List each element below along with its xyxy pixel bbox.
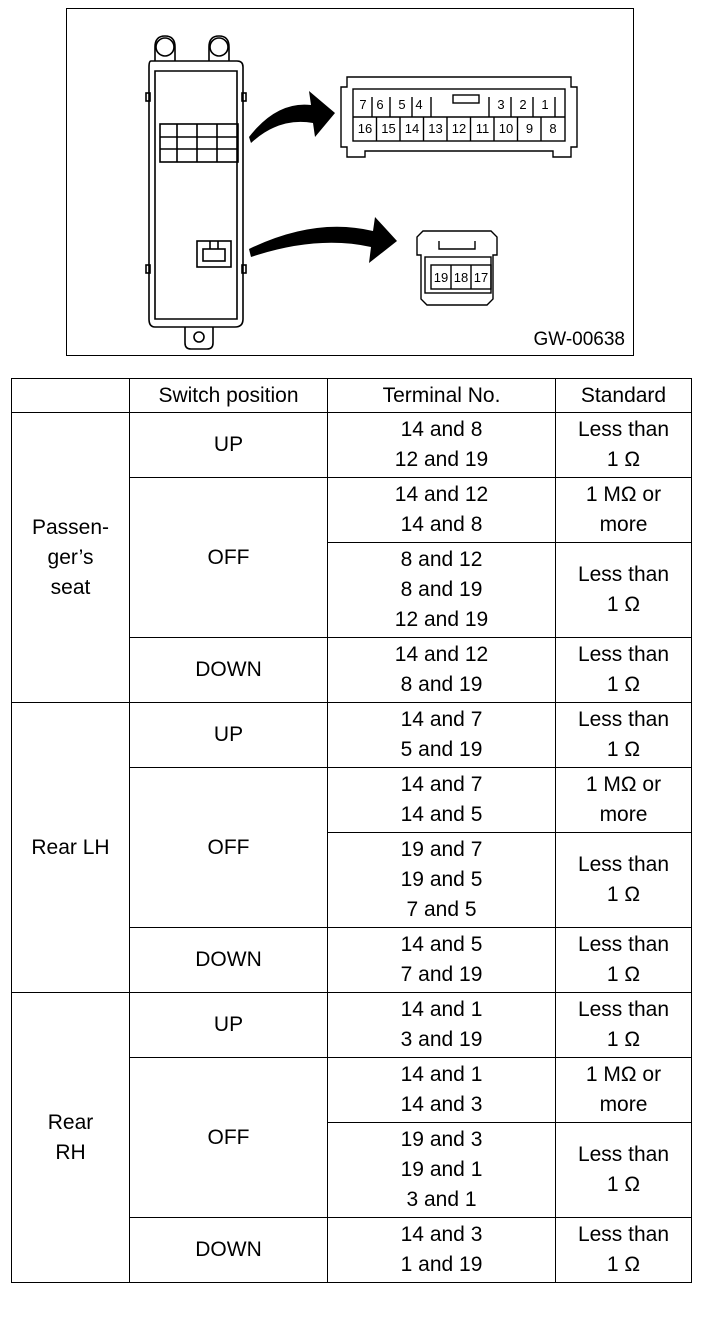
- switch-position-cell: UP: [130, 993, 328, 1058]
- terminal-line: 14 and 7: [400, 773, 483, 796]
- standard-line: more: [599, 513, 648, 536]
- standard-line: Less than: [577, 998, 670, 1021]
- switch-position-cell: DOWN: [130, 928, 328, 993]
- pin-label: 2: [519, 97, 527, 112]
- table-row: [12, 993, 692, 1058]
- standard-line: more: [599, 1093, 648, 1116]
- standard-line: Less than: [577, 933, 670, 956]
- standard-line: 1 MΩ or: [585, 1063, 662, 1086]
- pin-label: 9: [525, 121, 534, 136]
- terminal-line: 19 and 3: [400, 1128, 483, 1151]
- terminal-cell: [328, 768, 556, 833]
- seat-line: seat: [50, 575, 91, 599]
- standard-cell: [556, 543, 692, 638]
- terminal-line: 12 and 19: [394, 608, 489, 631]
- standard-line: 1 MΩ or: [585, 773, 662, 796]
- pin-label: 4: [415, 97, 423, 112]
- standard-cell: [556, 703, 692, 768]
- standard-line: more: [599, 803, 648, 826]
- standard-line: Less than: [577, 853, 670, 876]
- connector-a: [341, 77, 577, 157]
- terminal-line: 14 and 8: [400, 418, 483, 441]
- standard-line: 1 Ω: [606, 673, 641, 696]
- terminal-cell: [328, 478, 556, 543]
- terminal-cell: [328, 638, 556, 703]
- standard-cell: [556, 478, 692, 543]
- seat-line: RH: [55, 1140, 86, 1164]
- header-standard: Standard: [556, 379, 692, 413]
- terminal-cell: [328, 1123, 556, 1218]
- standard-line: 1 Ω: [606, 963, 641, 986]
- terminal-line: 19 and 1: [400, 1158, 483, 1181]
- standard-line: 1 Ω: [606, 1173, 641, 1196]
- terminal-cell: [328, 543, 556, 638]
- pin-label: 1: [541, 97, 549, 112]
- standard-line: 1 Ω: [606, 738, 641, 761]
- standard-line: 1 MΩ or: [585, 483, 662, 506]
- switch-position-cell: OFF: [130, 768, 328, 928]
- switch-position-cell: UP: [130, 413, 328, 478]
- standard-cell: [556, 1218, 692, 1283]
- terminal-cell: [328, 993, 556, 1058]
- standard-line: Less than: [577, 708, 670, 731]
- terminal-line: 14 and 3: [400, 1093, 483, 1116]
- standard-cell: [556, 833, 692, 928]
- terminal-line: 14 and 5: [400, 933, 483, 956]
- pin-label: 5: [398, 97, 406, 112]
- figure-code: GW-00638: [533, 329, 625, 350]
- pin-label: 15: [381, 121, 396, 136]
- header-terminal-no: Terminal No.: [328, 379, 556, 413]
- connector-b: [417, 231, 497, 305]
- inspection-table: [11, 378, 692, 1283]
- seat-line: Passen-: [31, 515, 110, 539]
- switch-connector-figure: [66, 8, 634, 356]
- terminal-line: 3 and 1: [406, 1188, 477, 1211]
- standard-cell: [556, 928, 692, 993]
- terminal-cell: [328, 413, 556, 478]
- standard-cell: [556, 413, 692, 478]
- terminal-line: 14 and 1: [400, 1063, 483, 1086]
- standard-line: Less than: [577, 643, 670, 666]
- terminal-line: 7 and 19: [400, 963, 483, 986]
- switch-diagram: [67, 9, 633, 355]
- standard-cell: [556, 993, 692, 1058]
- pin-label: 12: [451, 121, 467, 136]
- terminal-line: 14 and 5: [400, 803, 483, 826]
- terminal-line: 8 and 19: [400, 673, 483, 696]
- arrow-to-connector-a: [249, 91, 335, 143]
- switch-position-cell: DOWN: [130, 1218, 328, 1283]
- terminal-line: 8 and 19: [400, 578, 483, 601]
- standard-line: 1 Ω: [606, 1253, 641, 1276]
- standard-cell: [556, 638, 692, 703]
- pin-label: 7: [359, 97, 367, 112]
- pin-label: 19: [433, 270, 449, 285]
- terminal-line: 8 and 12: [400, 548, 483, 571]
- header-switch-position: Switch position: [130, 379, 328, 413]
- terminal-cell: [328, 928, 556, 993]
- terminal-cell: [328, 703, 556, 768]
- terminal-cell: [328, 1218, 556, 1283]
- standard-line: 1 Ω: [606, 593, 641, 616]
- pin-label: 18: [453, 270, 469, 285]
- terminal-cell: [328, 1058, 556, 1123]
- standard-cell: [556, 768, 692, 833]
- seat-line: Rear: [47, 1110, 94, 1134]
- seat-line: ger’s: [47, 545, 94, 569]
- terminal-line: 14 and 7: [400, 708, 483, 731]
- terminal-line: 12 and 19: [394, 448, 489, 471]
- seat-cell: [12, 703, 130, 993]
- pin-label: 17: [473, 270, 489, 285]
- standard-line: Less than: [577, 1143, 670, 1166]
- terminal-line: 1 and 19: [400, 1253, 483, 1276]
- terminal-line: 19 and 5: [400, 868, 483, 891]
- terminal-line: 14 and 1: [400, 998, 483, 1021]
- table-row: [12, 703, 692, 768]
- table-header-row: [12, 379, 692, 413]
- pin-label: 6: [376, 97, 384, 112]
- seat-line: Rear LH: [31, 835, 110, 859]
- pin-label: 3: [497, 97, 505, 112]
- pin-label: 13: [428, 121, 443, 136]
- pin-label: 8: [549, 121, 557, 136]
- standard-line: Less than: [577, 418, 670, 441]
- standard-line: 1 Ω: [606, 448, 641, 471]
- standard-line: Less than: [577, 1223, 670, 1246]
- terminal-line: 14 and 12: [394, 483, 489, 506]
- switch-position-cell: OFF: [130, 1058, 328, 1218]
- terminal-line: 14 and 8: [400, 513, 483, 536]
- seat-cell: [12, 413, 130, 703]
- switch-body: [146, 36, 246, 349]
- pin-label: 10: [498, 121, 514, 136]
- pin-label: 14: [404, 121, 420, 136]
- standard-cell: [556, 1058, 692, 1123]
- terminal-line: 3 and 19: [400, 1028, 483, 1051]
- switch-position-cell: UP: [130, 703, 328, 768]
- standard-cell: [556, 1123, 692, 1218]
- switch-position-cell: OFF: [130, 478, 328, 638]
- pin-label: 11: [475, 121, 490, 136]
- standard-line: 1 Ω: [606, 1028, 641, 1051]
- standard-line: Less than: [577, 563, 670, 586]
- arrow-to-connector-b: [249, 217, 397, 263]
- seat-cell: [12, 993, 130, 1283]
- header-seat: [12, 379, 130, 413]
- terminal-line: 5 and 19: [400, 738, 483, 761]
- pin-label: 16: [357, 121, 373, 136]
- standard-line: 1 Ω: [606, 883, 641, 906]
- terminal-cell: [328, 833, 556, 928]
- table-row: [12, 413, 692, 478]
- terminal-line: 14 and 12: [394, 643, 489, 666]
- terminal-line: 14 and 3: [400, 1223, 483, 1246]
- terminal-line: 7 and 5: [406, 898, 477, 921]
- switch-position-cell: DOWN: [130, 638, 328, 703]
- terminal-line: 19 and 7: [400, 838, 483, 861]
